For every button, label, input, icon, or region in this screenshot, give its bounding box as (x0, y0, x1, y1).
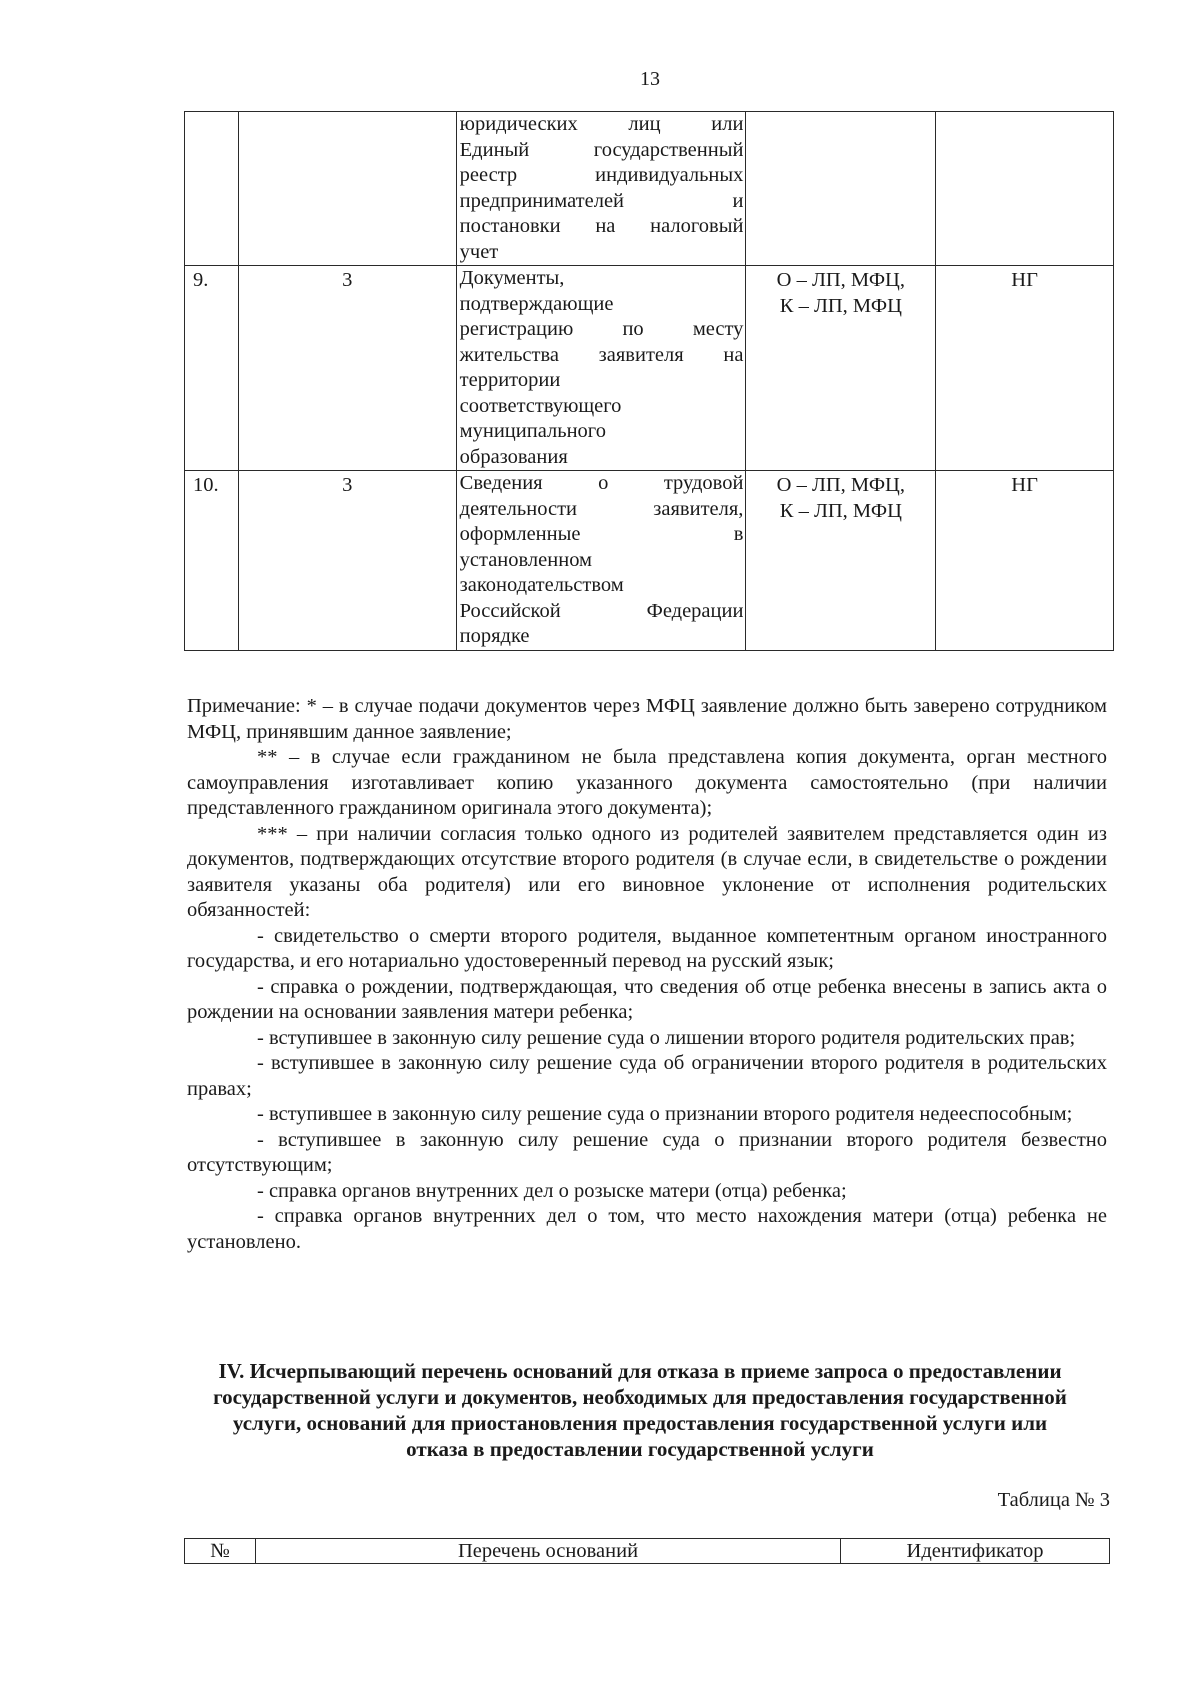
table3-header (184, 1538, 1110, 1564)
note-list-item: - вступившее в законную силу решение суда о лишении второго родителя родительских прав; (257, 1026, 1076, 1049)
header-num: № (185, 1539, 256, 1564)
document-line: регистрацию по месту (459, 318, 744, 340)
document-line: Российской Федерации (459, 599, 744, 622)
note-two-stars: ** – в случае если гражданином не была представлена копия документа, орган местного самоуправления изготавливает копию указанного документа самостоятельно (при наличии представленного гражданином оригинала этого документа); (187, 746, 1107, 819)
document-line: реестр индивидуальных (459, 164, 744, 186)
notes-block (187, 694, 1107, 1255)
row-form (746, 112, 936, 266)
document-line: территории (459, 369, 561, 391)
document-line: деятельности заявителя, (459, 497, 744, 520)
document-line: муниципального (459, 420, 606, 442)
row-count: 3 (238, 266, 456, 471)
section-title: IV. Исчерпывающий перечень оснований для отказа в приеме запроса о предоставлении государственной услуги и документов, необходимых для предоставления государственной услуги, оснований для приостановления предоставления государственной услуги или отказа в предоставлении государственной услуги (213, 1359, 1067, 1461)
row-document (456, 112, 746, 266)
document-line: образования (459, 445, 568, 468)
row-mark: НГ (936, 471, 1114, 651)
form-line: О – ЛП, МФЦ, (776, 474, 905, 496)
document-line: Единый государственный (459, 138, 744, 161)
note-list-item: - справка о рождении, подтверждающая, что сведения об отце ребенка внесены в запись акта о рождении на основании заявления матери ребенка; (187, 975, 1107, 1023)
row-form (746, 471, 936, 651)
note-list-item: - справка органов внутренних дел о розыске матери (отца) ребенка; (257, 1179, 847, 1202)
row-document (456, 266, 746, 471)
note-list-item: - вступившее в законную силу решение суда о признании второго родителя недееспособным; (257, 1103, 1073, 1125)
table-row (185, 112, 1114, 266)
header-identifier: Идентификатор (841, 1539, 1110, 1564)
document-line: жительства заявителя на (459, 343, 744, 366)
document-line: учет (459, 240, 499, 263)
form-line: К – ЛП, МФЦ (779, 499, 902, 522)
table-label: Таблица № 3 (997, 1489, 1110, 1511)
document-line: установленном (459, 548, 593, 571)
document-line: постановки на налоговый (459, 215, 744, 237)
document-line: соответствующего (459, 394, 622, 417)
document-line: предпринимателей и (459, 189, 744, 212)
note-list-item: - вступившее в законную силу решение суда о признании второго родителя безвестно отсутствующим; (187, 1128, 1107, 1176)
document-line: оформленные в (459, 523, 744, 545)
table-row (185, 471, 1114, 651)
row-mark (936, 112, 1114, 266)
header-reasons: Перечень оснований (256, 1539, 841, 1564)
page-number: 13 (640, 68, 660, 90)
documents-table (184, 111, 1114, 651)
row-count (238, 112, 456, 266)
note-three-stars: *** – при наличии согласия только одного из родителей заявителем представляется один из документов, подтверждающих отсутствие второго родителя (в случае если, в свидетельстве о рождении заявителя указаны оба родителя) или его виновное уклонение от исполнения родительских обязанностей: (187, 822, 1107, 921)
note-list-item: - свидетельство о смерти второго родителя, выданное компетентным органом иностранного государства, и его нотариально удостоверенный перевод на русский язык; (187, 924, 1107, 972)
row-number: 9. (185, 266, 239, 471)
document-line: юридических лиц или (459, 113, 744, 135)
document-line: законодательством (459, 574, 624, 596)
note-list-item: - вступившее в законную силу решение суда об ограничении второго родителя в родительских правах; (187, 1052, 1107, 1100)
document-line: Документы, (459, 267, 565, 289)
row-document (456, 471, 746, 651)
table-row (185, 266, 1114, 471)
form-line: К – ЛП, МФЦ (779, 294, 902, 317)
row-mark: НГ (936, 266, 1114, 471)
document-line: порядке (459, 625, 530, 647)
note-main: Примечание: * – в случае подачи документов через МФЦ заявление должно быть заверено сотрудником МФЦ, принявшим данное заявление; (187, 695, 1107, 743)
document-line: подтверждающие (459, 292, 614, 315)
document-line: Сведения о трудовой (459, 472, 744, 494)
form-line: О – ЛП, МФЦ, (776, 269, 905, 291)
row-form (746, 266, 936, 471)
note-list-item: - справка органов внутренних дел о том, что место нахождения матери (отца) ребенка не установлено. (187, 1205, 1107, 1253)
row-number: 10. (185, 471, 239, 651)
row-count: 3 (238, 471, 456, 651)
row-number (185, 112, 239, 266)
